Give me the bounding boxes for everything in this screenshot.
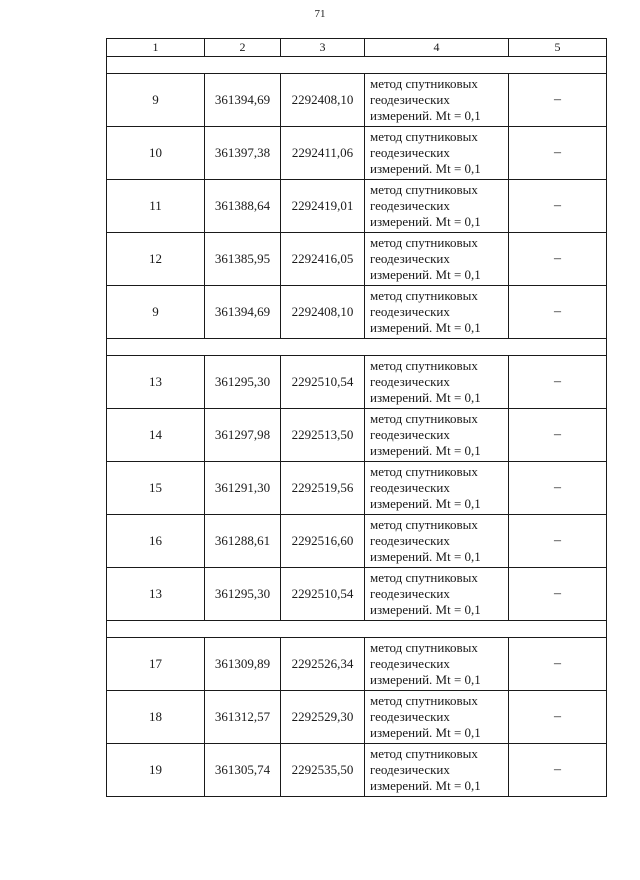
y-coordinate-cell: 2292516,60 bbox=[281, 515, 365, 568]
header-col-2: 2 bbox=[205, 39, 281, 57]
note-cell: – bbox=[509, 286, 607, 339]
x-coordinate-cell: 361309,89 bbox=[205, 638, 281, 691]
method-line: измерений. Mt = 0,1 bbox=[370, 778, 481, 793]
point-number-cell: 16 bbox=[107, 515, 205, 568]
method-line: измерений. Mt = 0,1 bbox=[370, 108, 481, 123]
section-separator-cell bbox=[107, 621, 607, 638]
method-line: геодезических bbox=[370, 92, 450, 107]
method-cell bbox=[365, 127, 509, 180]
table-body bbox=[107, 57, 607, 797]
method-line: измерений. Mt = 0,1 bbox=[370, 496, 481, 511]
method-line: геодезических bbox=[370, 586, 450, 601]
header-col-3: 3 bbox=[281, 39, 365, 57]
method-line: метод спутниковых bbox=[370, 411, 478, 426]
method-cell bbox=[365, 286, 509, 339]
method-line: метод спутниковых bbox=[370, 129, 478, 144]
method-line: измерений. Mt = 0,1 bbox=[370, 267, 481, 282]
method-line: геодезических bbox=[370, 198, 450, 213]
method-cell bbox=[365, 180, 509, 233]
table-row bbox=[107, 691, 607, 744]
note-cell: – bbox=[509, 74, 607, 127]
method-line: метод спутниковых bbox=[370, 464, 478, 479]
table-row bbox=[107, 356, 607, 409]
point-number-cell: 12 bbox=[107, 233, 205, 286]
note-cell: – bbox=[509, 462, 607, 515]
y-coordinate-cell: 2292416,05 bbox=[281, 233, 365, 286]
y-coordinate-cell: 2292411,06 bbox=[281, 127, 365, 180]
section-separator-row bbox=[107, 621, 607, 638]
x-coordinate-cell: 361305,74 bbox=[205, 744, 281, 797]
note-cell: – bbox=[509, 638, 607, 691]
x-coordinate-cell: 361394,69 bbox=[205, 286, 281, 339]
y-coordinate-cell: 2292408,10 bbox=[281, 286, 365, 339]
method-line: метод спутниковых bbox=[370, 358, 478, 373]
point-number-cell: 17 bbox=[107, 638, 205, 691]
method-cell bbox=[365, 409, 509, 462]
x-coordinate-cell: 361312,57 bbox=[205, 691, 281, 744]
section-separator-row bbox=[107, 57, 607, 74]
section-separator-row bbox=[107, 339, 607, 356]
x-coordinate-cell: 361295,30 bbox=[205, 356, 281, 409]
method-cell bbox=[365, 638, 509, 691]
x-coordinate-cell: 361385,95 bbox=[205, 233, 281, 286]
method-line: геодезических bbox=[370, 374, 450, 389]
method-cell bbox=[365, 515, 509, 568]
method-cell bbox=[365, 233, 509, 286]
y-coordinate-cell: 2292510,54 bbox=[281, 568, 365, 621]
method-line: метод спутниковых bbox=[370, 182, 478, 197]
method-line: измерений. Mt = 0,1 bbox=[370, 390, 481, 405]
table-row bbox=[107, 744, 607, 797]
note-cell: – bbox=[509, 180, 607, 233]
point-number-cell: 15 bbox=[107, 462, 205, 515]
note-cell: – bbox=[509, 127, 607, 180]
method-line: измерений. Mt = 0,1 bbox=[370, 214, 481, 229]
table-row bbox=[107, 568, 607, 621]
table-header-row bbox=[107, 39, 607, 57]
x-coordinate-cell: 361397,38 bbox=[205, 127, 281, 180]
point-number-cell: 9 bbox=[107, 286, 205, 339]
note-cell: – bbox=[509, 691, 607, 744]
method-line: метод спутниковых bbox=[370, 517, 478, 532]
y-coordinate-cell: 2292419,01 bbox=[281, 180, 365, 233]
table-row bbox=[107, 515, 607, 568]
method-line: измерений. Mt = 0,1 bbox=[370, 549, 481, 564]
x-coordinate-cell: 361388,64 bbox=[205, 180, 281, 233]
method-line: измерений. Mt = 0,1 bbox=[370, 725, 481, 740]
y-coordinate-cell: 2292519,56 bbox=[281, 462, 365, 515]
y-coordinate-cell: 2292535,50 bbox=[281, 744, 365, 797]
method-cell bbox=[365, 568, 509, 621]
method-cell bbox=[365, 462, 509, 515]
header-col-1: 1 bbox=[107, 39, 205, 57]
table-row bbox=[107, 180, 607, 233]
method-line: метод спутниковых bbox=[370, 288, 478, 303]
method-line: геодезических bbox=[370, 145, 450, 160]
method-line: геодезических bbox=[370, 656, 450, 671]
method-line: геодезических bbox=[370, 709, 450, 724]
method-line: метод спутниковых bbox=[370, 76, 478, 91]
method-cell bbox=[365, 356, 509, 409]
method-line: измерений. Mt = 0,1 bbox=[370, 443, 481, 458]
y-coordinate-cell: 2292513,50 bbox=[281, 409, 365, 462]
point-number-cell: 9 bbox=[107, 74, 205, 127]
method-cell bbox=[365, 74, 509, 127]
coordinates-table bbox=[106, 38, 607, 797]
y-coordinate-cell: 2292526,34 bbox=[281, 638, 365, 691]
point-number-cell: 18 bbox=[107, 691, 205, 744]
method-line: метод спутниковых bbox=[370, 640, 478, 655]
point-number-cell: 13 bbox=[107, 356, 205, 409]
table-row bbox=[107, 286, 607, 339]
x-coordinate-cell: 361394,69 bbox=[205, 74, 281, 127]
method-cell bbox=[365, 691, 509, 744]
point-number-cell: 13 bbox=[107, 568, 205, 621]
point-number-cell: 14 bbox=[107, 409, 205, 462]
header-col-5: 5 bbox=[509, 39, 607, 57]
section-separator-cell bbox=[107, 339, 607, 356]
x-coordinate-cell: 361288,61 bbox=[205, 515, 281, 568]
x-coordinate-cell: 361297,98 bbox=[205, 409, 281, 462]
table-row bbox=[107, 462, 607, 515]
table-row bbox=[107, 409, 607, 462]
method-line: измерений. Mt = 0,1 bbox=[370, 672, 481, 687]
method-line: метод спутниковых bbox=[370, 235, 478, 250]
note-cell: – bbox=[509, 409, 607, 462]
method-line: геодезических bbox=[370, 533, 450, 548]
note-cell: – bbox=[509, 744, 607, 797]
note-cell: – bbox=[509, 356, 607, 409]
x-coordinate-cell: 361295,30 bbox=[205, 568, 281, 621]
note-cell: – bbox=[509, 568, 607, 621]
table-row bbox=[107, 127, 607, 180]
y-coordinate-cell: 2292408,10 bbox=[281, 74, 365, 127]
point-number-cell: 11 bbox=[107, 180, 205, 233]
method-line: геодезических bbox=[370, 480, 450, 495]
method-line: метод спутниковых bbox=[370, 746, 478, 761]
point-number-cell: 19 bbox=[107, 744, 205, 797]
point-number-cell: 10 bbox=[107, 127, 205, 180]
method-line: метод спутниковых bbox=[370, 570, 478, 585]
method-cell bbox=[365, 744, 509, 797]
table-row bbox=[107, 233, 607, 286]
method-line: геодезических bbox=[370, 304, 450, 319]
page-number: 71 bbox=[314, 8, 326, 20]
table-row bbox=[107, 638, 607, 691]
note-cell: – bbox=[509, 233, 607, 286]
section-separator-cell bbox=[107, 57, 607, 74]
method-line: геодезических bbox=[370, 251, 450, 266]
x-coordinate-cell: 361291,30 bbox=[205, 462, 281, 515]
method-line: метод спутниковых bbox=[370, 693, 478, 708]
method-line: измерений. Mt = 0,1 bbox=[370, 320, 481, 335]
method-line: геодезических bbox=[370, 427, 450, 442]
method-line: измерений. Mt = 0,1 bbox=[370, 602, 481, 617]
table-row bbox=[107, 74, 607, 127]
note-cell: – bbox=[509, 515, 607, 568]
y-coordinate-cell: 2292529,30 bbox=[281, 691, 365, 744]
method-line: геодезических bbox=[370, 762, 450, 777]
header-col-4: 4 bbox=[365, 39, 509, 57]
method-line: измерений. Mt = 0,1 bbox=[370, 161, 481, 176]
y-coordinate-cell: 2292510,54 bbox=[281, 356, 365, 409]
